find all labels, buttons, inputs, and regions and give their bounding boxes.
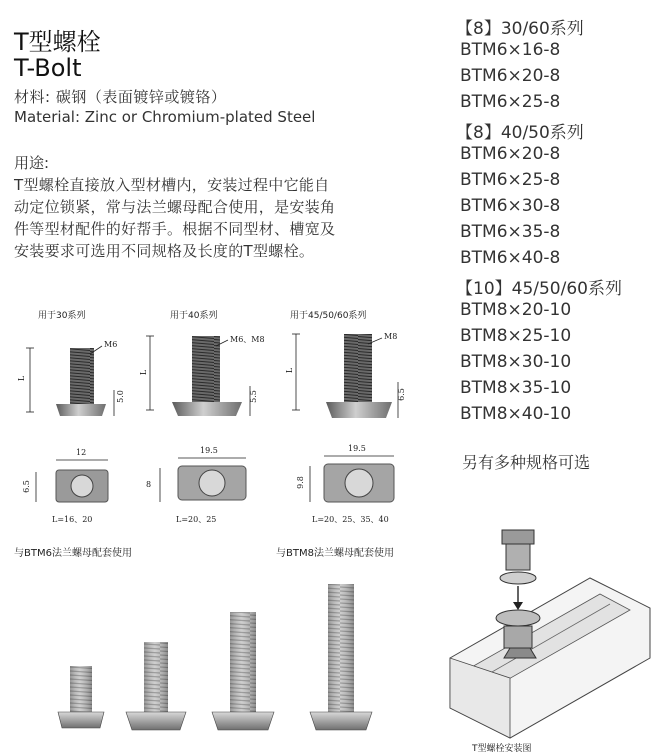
usage-line: T型螺栓直接放入型材槽内，安装过程中它能自 — [14, 176, 330, 194]
installation-caption: T型螺栓安装图 — [472, 744, 532, 754]
spec-item: BTM8×35-10 — [460, 378, 572, 398]
spec-item: BTM8×20-10 — [460, 300, 572, 320]
dim-head-height-label: 6.5 — [396, 388, 406, 401]
spec-group-header: 【10】45/50/60系列 — [456, 279, 622, 299]
usage-line: 件等型材配件的好帮手。根据不同型材、槽宽及 — [14, 220, 336, 238]
tbolt-40-side-drawing — [139, 330, 272, 425]
usage-line: 动定位锁紧，常与法兰螺母配合使用，是安装角 — [14, 198, 336, 216]
length-options: L=20、25、35、40 — [312, 515, 389, 524]
dim-length-label: L — [139, 369, 149, 376]
spec-item: BTM6×40-8 — [460, 248, 561, 268]
dim-head-height-label: 5.0 — [115, 390, 125, 403]
pairing-note-m6: 与BTM6法兰螺母配套使用 — [14, 548, 132, 559]
more-specs-note: 另有多种规格可选 — [462, 453, 591, 472]
length-options: L=20、25 — [176, 515, 217, 524]
dim-width-label: 12 — [76, 448, 87, 457]
installation-diagram — [440, 518, 655, 740]
dim-length-label: L — [17, 375, 27, 382]
material-cn: 材料: 碳钢（表面镀锌或镀铬） — [14, 88, 227, 106]
spec-item: BTM6×30-8 — [460, 196, 561, 216]
dim-length-label: L — [285, 367, 295, 374]
dim-width-label: 19.5 — [200, 446, 218, 455]
tbolt-30-side-drawing — [18, 330, 128, 425]
spec-item: BTM6×35-8 — [460, 222, 561, 242]
dim-thickness-label: 6.5 — [21, 480, 31, 493]
drawing-caption: 用于30系列 — [38, 311, 86, 321]
usage-line: 安装要求可选用不同规格及长度的T型螺栓。 — [14, 242, 315, 260]
drawing-caption: 用于40系列 — [170, 311, 218, 321]
product-title-cn: T型螺栓 — [14, 28, 101, 56]
product-title-en: T-Bolt — [14, 54, 82, 82]
spec-item: BTM6×20-8 — [460, 144, 561, 164]
drawing-caption: 用于45/50/60系列 — [290, 311, 367, 321]
dim-thickness-label: 8 — [146, 480, 152, 489]
usage-heading: 用途: — [14, 154, 50, 172]
tbolt-30-top-drawing — [18, 448, 138, 508]
spec-group-header: 【8】30/60系列 — [456, 19, 584, 39]
spec-item: BTM6×20-8 — [460, 66, 561, 86]
spec-item: BTM8×40-10 — [460, 404, 572, 424]
spec-item: BTM6×16-8 — [460, 40, 561, 60]
thread-label: M6 — [104, 340, 118, 349]
length-options: L=16、20 — [52, 515, 93, 524]
tbolt-product-photo — [40, 578, 400, 738]
dim-thickness-label: 9.8 — [295, 476, 305, 489]
thread-label: M8 — [384, 332, 398, 341]
tbolt-45-side-drawing — [286, 330, 416, 425]
dim-head-height-label: 5.5 — [248, 390, 258, 403]
dim-width-label: 19.5 — [348, 444, 366, 453]
spec-item: BTM8×25-10 — [460, 326, 572, 346]
tbolt-45-top-drawing — [288, 444, 408, 508]
spec-item: BTM6×25-8 — [460, 170, 561, 190]
pairing-note-m8: 与BTM8法兰螺母配套使用 — [276, 548, 394, 559]
spec-item: BTM6×25-8 — [460, 92, 561, 112]
thread-label: M6、M8 — [230, 335, 265, 344]
spec-group-header: 【8】40/50系列 — [456, 123, 584, 143]
spec-item: BTM8×30-10 — [460, 352, 572, 372]
tbolt-40-top-drawing — [142, 446, 262, 508]
material-en: Material: Zinc or Chromium-plated Steel — [14, 108, 316, 126]
